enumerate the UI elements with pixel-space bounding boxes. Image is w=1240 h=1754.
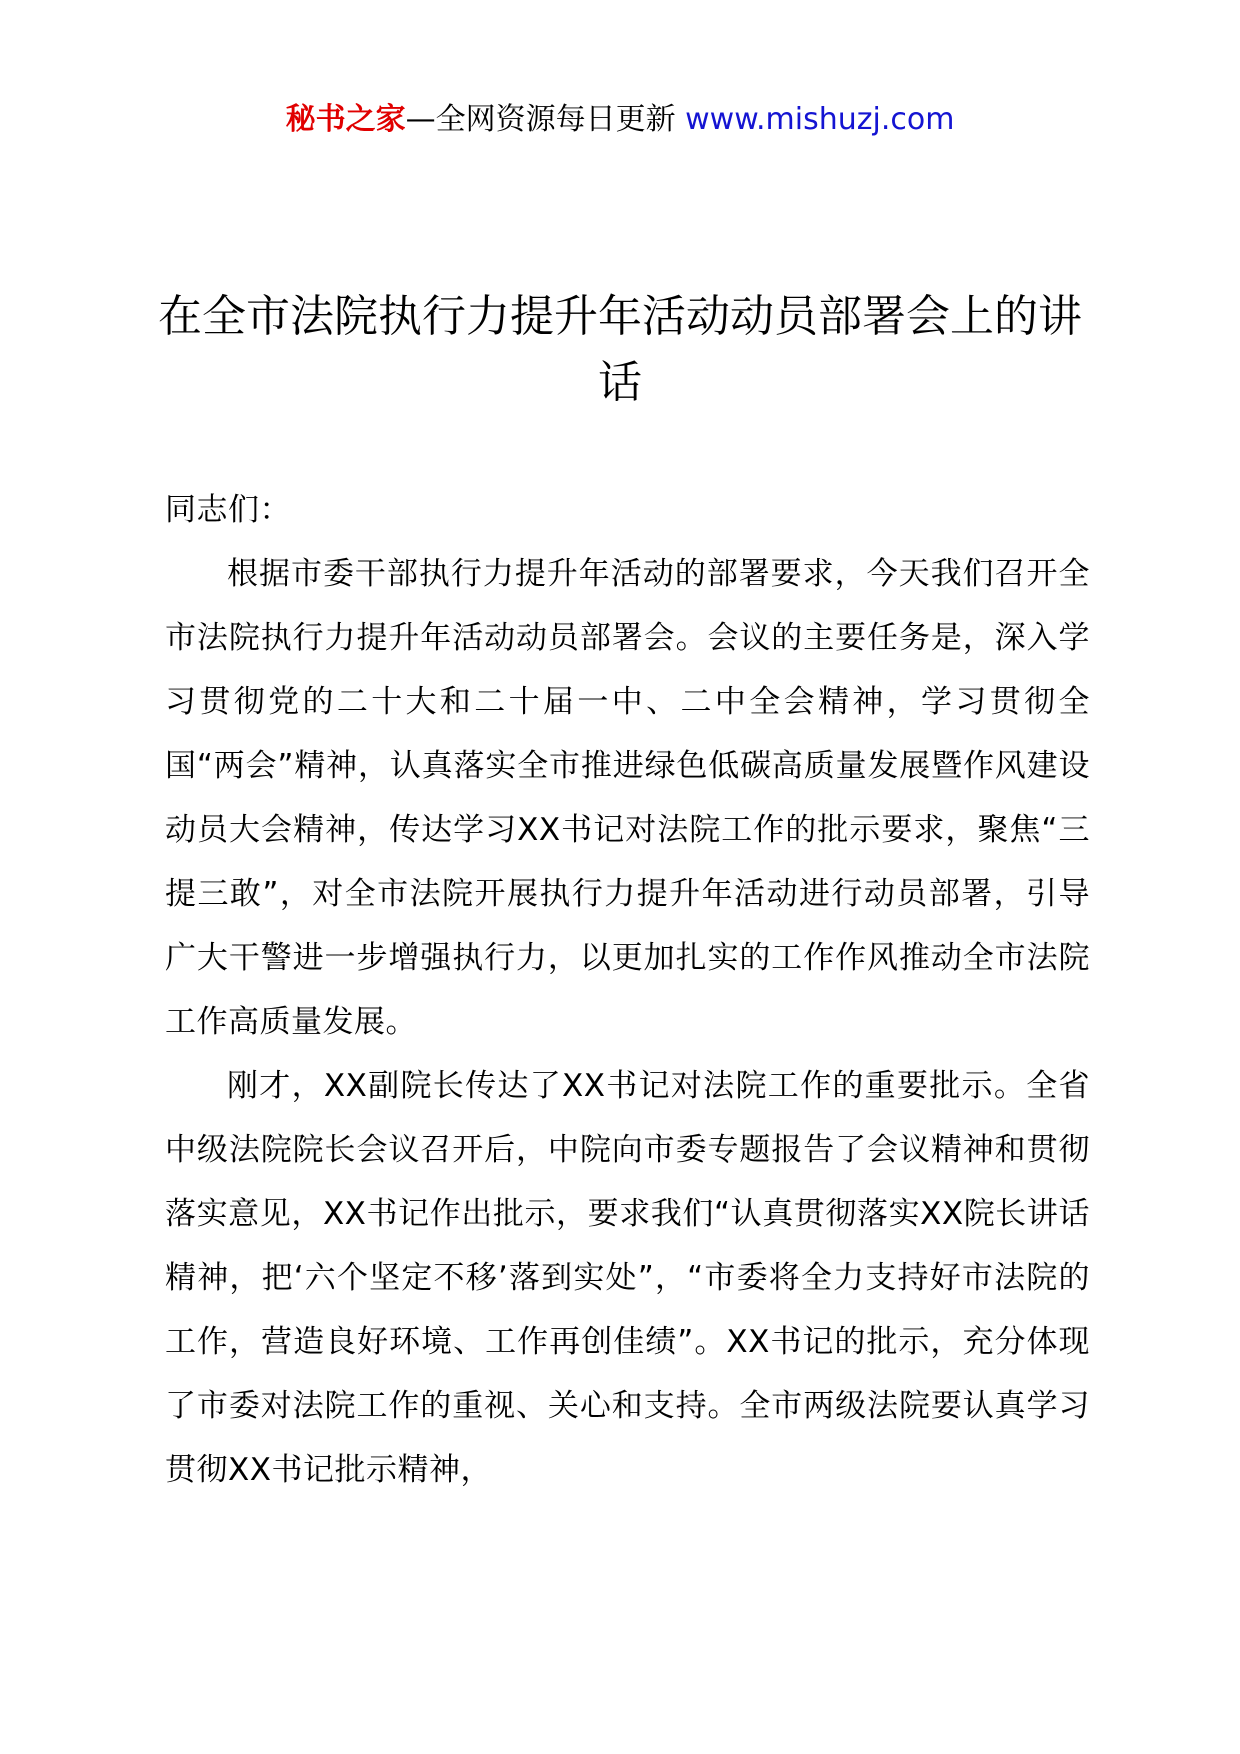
document-body <box>165 478 1090 1502</box>
header-tagline: —全网资源每日更新 <box>405 102 676 137</box>
body-paragraph-1: 根据市委干部执行力提升年活动的部署要求，今天我们召开全市法院执行力提升年活动动员部署会。会议的主要任务是，深入学习贯彻党的二十大和二十届一中、二中全会精神，学习贯彻全国“两会”精神，认真落实全市推进绿色低碳高质量发展暨作风建设动员大会精神，传达学习XX书记对法院工作的批示要求，聚焦“三提三敢”，对全市法院开展执行力提升年活动进行动员部署，引导广大干警进一步增强执行力，以更加扎实的工作作风推动全市法院工作高质量发展。 <box>165 556 1090 1040</box>
document-title: 在全市法院执行力提升年活动动员部署会上的讲话 <box>158 291 1082 408</box>
site-url-link[interactable]: www.mishuzj.com <box>685 102 955 137</box>
brand-name: 秘书之家 <box>285 102 406 137</box>
body-paragraph-2: 刚才，XX副院长传达了XX书记对法院工作的重要批示。全省中级法院院长会议召开后，中院向市委专题报告了会议精神和贯彻落实意见，XX书记作出批示，要求我们“认真贯彻落实XX院长讲话精神，把‘六个坚定不移’落到实处”，“市委将全力支持好市法院的工作，营造良好环境、工作再创佳绩”。XX书记的批示，充分体现了市委对法院工作的重视、关心和支持。全市两级法院要认真学习贯彻XX书记批示精神， <box>165 1068 1090 1488</box>
site-header <box>0 98 1240 142</box>
salutation: 同志们： <box>165 492 291 528</box>
